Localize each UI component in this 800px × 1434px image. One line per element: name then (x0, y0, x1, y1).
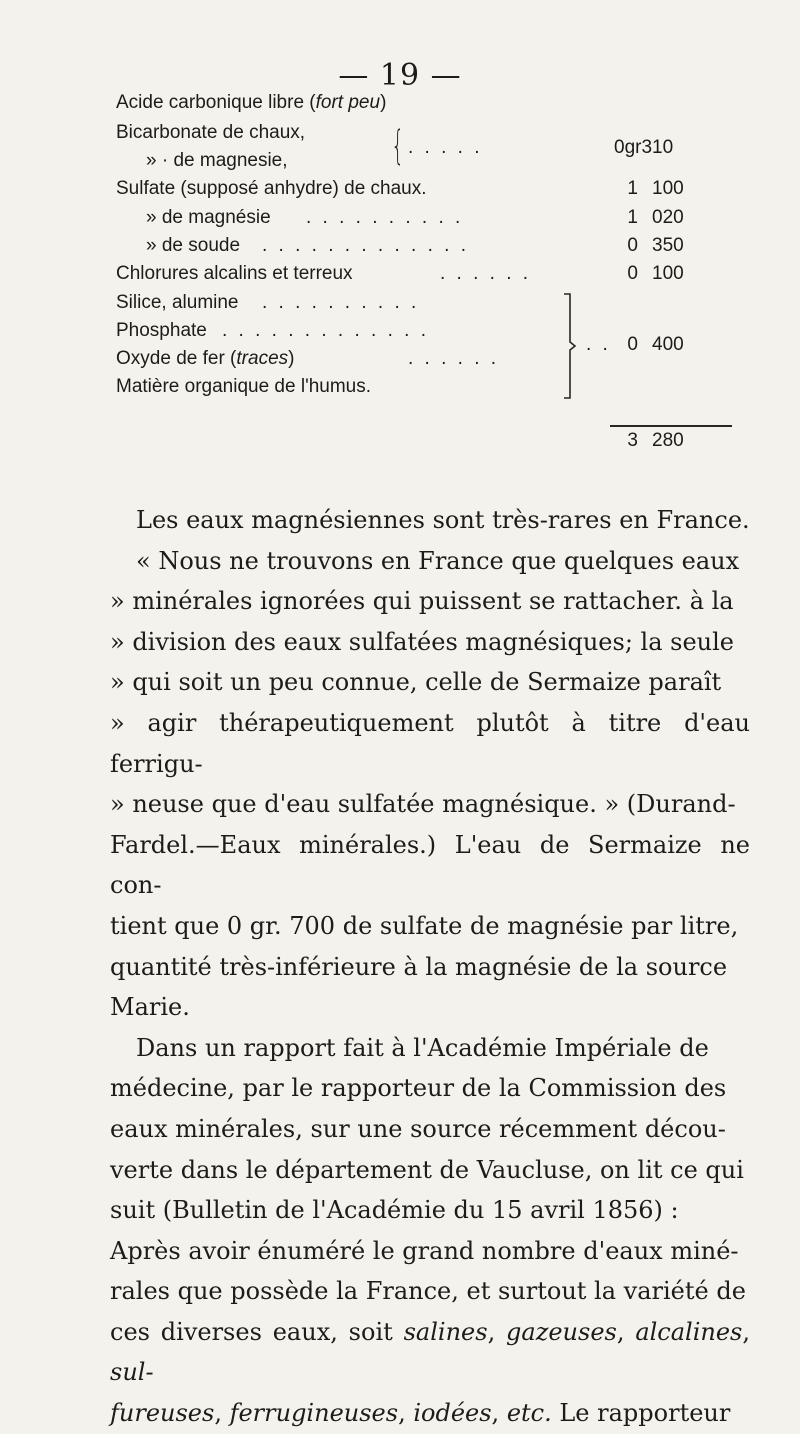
p1-line: Fardel.—Eaux minérales.) L'eau de Sermaize ne con- (110, 830, 750, 900)
p2-l8-alcalines: alcalines (635, 1317, 743, 1346)
value-soude-dec: 350 (652, 235, 684, 256)
p1-line: Marie. (110, 993, 190, 1022)
p2-line: médecine, par le rapporteur de la Commission des (110, 1074, 727, 1103)
p1-line: « Nous ne trouvons en France que quelques eaux (136, 546, 740, 575)
dots-silice: . . . . . . . . . . (262, 292, 420, 313)
p2-l9-end: Le rapporteur (551, 1399, 731, 1428)
value-chlorures-dec: 100 (652, 263, 684, 284)
brace-group-bracket (560, 290, 580, 402)
label-chlorures: Chlorures alcalins et terreux (116, 263, 353, 284)
p2-l9-ferrugineuses: ferrugineuses (229, 1399, 399, 1428)
page-number: — 19 — (338, 58, 462, 93)
p2-line-9 (110, 1393, 750, 1434)
sum-rule (610, 425, 732, 427)
dots-group: . . (586, 334, 611, 355)
row-oxyde-fer (0, 344, 800, 374)
p2-l8-sep: , (742, 1317, 751, 1346)
dots-chlorures: . . . . . . (440, 263, 532, 284)
value-sulfate-chaux-int: 1 (627, 178, 638, 199)
p2-l9-fureuses: fureuses (110, 1399, 215, 1428)
p1-line: » minérales ignorées qui puissent se rattacher. à la (110, 587, 734, 616)
total-dec: 280 (652, 430, 684, 451)
paragraph-1-quote (110, 541, 750, 1028)
row-silice-alumine (0, 288, 800, 318)
p1-line: » qui soit un peu connue, celle de Sermaize paraît (110, 668, 722, 697)
row-matiere-organique (0, 372, 800, 402)
dots-sulfate-soude: . . . . . . . . . . . . . (262, 235, 469, 256)
total-int: 3 (627, 430, 638, 451)
p2-line: suit (Bulletin de l'Académie du 15 avril 1856) : (110, 1196, 679, 1225)
row-acide-carbonique (0, 88, 800, 118)
label-oxyde-emph: traces (236, 348, 289, 369)
label-acide-emph: fort peu (315, 92, 381, 113)
paragraph-2 (110, 1028, 750, 1434)
label-matiere-organique: Matière organique de l'humus. (116, 376, 371, 397)
label-oxyde: Oxyde de fer ( (116, 348, 237, 369)
p2-l9-etc: etc. (506, 1399, 552, 1428)
p2-l9-iodees: iodées (413, 1399, 492, 1428)
p2-l9-sep: , (491, 1399, 507, 1428)
brace-bicarbonate: { (391, 123, 405, 169)
value-sulfate-magnesie-int: 1 (627, 207, 638, 228)
label-sulfate-magnesie: » de magnésie (146, 207, 271, 228)
label-oxyde-end: ) (288, 348, 295, 369)
p2-line: eaux minérales, sur une source récemment décou- (110, 1114, 726, 1143)
dots-bicarbonate: . . . . . (408, 137, 483, 158)
label-acide-end: ) (380, 92, 387, 113)
label-bicarbonate-magnesie: » · de magnesie, (146, 150, 288, 171)
p2-l8-text: ces diverses eaux, soit (110, 1317, 404, 1346)
label-silice-alumine: Silice, alumine (116, 292, 239, 313)
p1-line: quantité très-inférieure à la magnésie de la source (110, 952, 728, 981)
value-sulfate-chaux-dec: 100 (652, 178, 684, 199)
label-sulfate-chaux: Sulfate (supposé anhydre) de chaux. (116, 178, 427, 199)
value-bicarbonate: 0gr310 (614, 137, 674, 158)
value-chlorures-int: 0 (627, 263, 638, 284)
body-text (110, 500, 750, 1434)
paragraph-1 (110, 500, 750, 541)
p1-line: tient que 0 gr. 700 de sulfate de magnésie par litre, (110, 911, 739, 940)
row-sulfate-magnesie (0, 203, 800, 233)
p2-l9-sep: , (214, 1399, 230, 1428)
p2-line: rales que possède la France, et surtout la variété de (110, 1277, 746, 1306)
label-acide: Acide carbonique libre ( (116, 92, 316, 113)
value-sulfate-magnesie-dec: 020 (652, 207, 684, 228)
row-bicarbonate-magnesie (0, 146, 800, 176)
p1-line: » agir thérapeutiquement plutôt à titre d'eau ferrigu- (110, 708, 750, 778)
row-sulfate-soude (0, 231, 800, 261)
p2-l8-salines: salines (403, 1317, 488, 1346)
dots-sulfate-magnesie: . . . . . . . . . . (306, 207, 464, 228)
p2-line-8 (110, 1312, 750, 1393)
p1-line: Les eaux magnésiennes sont très-rares en France. (136, 506, 750, 534)
p1-line: » neuse que d'eau sulfatée magnésique. » (Durand- (110, 790, 736, 819)
label-sulfate-soude: » de soude (146, 235, 241, 256)
label-bicarbonate-chaux: Bicarbonate de chaux, (116, 122, 306, 143)
dots-oxyde: . . . . . . (408, 348, 500, 369)
p2-l9-sep: , (398, 1399, 414, 1428)
label-phosphate: Phosphate (116, 320, 207, 341)
p2-line: Dans un rapport fait à l'Académie Impériale de (136, 1033, 709, 1062)
p2-l8-sul: sul- (110, 1358, 154, 1387)
p2-line: verte dans le département de Vaucluse, on lit ce qui (110, 1155, 744, 1184)
p2-line: Après avoir énuméré le grand nombre d'eaux miné- (110, 1236, 739, 1265)
value-soude-int: 0 (627, 235, 638, 256)
row-chlorures (0, 259, 800, 289)
row-sulfate-chaux (0, 174, 800, 204)
value-group-dec: 400 (652, 334, 684, 355)
value-group-int: 0 (627, 334, 638, 355)
p1-line: » division des eaux sulfatées magnésiques; la seule (110, 627, 734, 656)
p2-l8-gazeuses: gazeuses (506, 1317, 617, 1346)
p2-l8-sep: , (487, 1317, 507, 1346)
p2-l8-sep: , (616, 1317, 636, 1346)
dots-phosphate: . . . . . . . . . . . . . (222, 320, 429, 341)
